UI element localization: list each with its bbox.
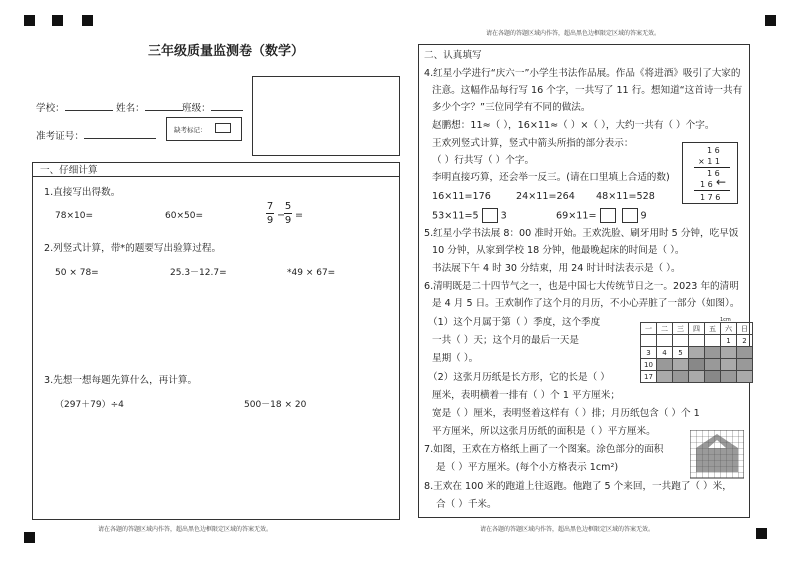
q5-line-3: 书法展下午 4 时 30 分结束，用 24 时计时法表示是（ ）。 [432, 263, 681, 274]
q4-line-1: 4.红星小学进行“庆六一”小学生书法作品展。作品《将进酒》吸引了大家的 [424, 68, 741, 79]
q4-example-2: 24×11=264 [516, 191, 575, 202]
q4-fill-2: 69×11= 9 [556, 208, 647, 223]
vc-line-3: 1 6 [707, 169, 720, 178]
q4-fill-box-3[interactable] [622, 208, 638, 223]
q3-label: 3.先想一想每题先算什么，再计算。 [44, 375, 198, 386]
q2-item-2: 25.3－12.7= [170, 268, 227, 278]
q6-line-3: （1）这个月属于第（ ）季度，这个季度 [428, 317, 601, 328]
q8-line-2: 合（ ）千米。 [436, 499, 497, 510]
q6-line-9: 平方厘米，所以这张月历纸的面积是（ ）平方厘米。 [432, 426, 656, 437]
name-label: 姓名： [116, 100, 183, 115]
corner-mark-bottom-right [756, 528, 767, 539]
q1-equals: = [295, 210, 304, 221]
q6-line-2: 是 4 月 5 日。王欢制作了这个月的月历，不小心弄脏了一部分（如图）。 [432, 298, 740, 309]
q1-item-2: 60×50= [165, 211, 203, 221]
q6-line-4: 一共（ ）天；这个月的最后一天是 [432, 335, 579, 346]
section2-heading: 二、认真填写 [424, 50, 482, 61]
q1-label: 1.直接写出得数。 [44, 187, 121, 198]
q6-line-5: 星期（ ）。 [432, 353, 479, 364]
corner-mark-top-right [765, 15, 776, 26]
corner-mark-top-left-3 [82, 15, 93, 26]
class-label: 班级： [182, 100, 243, 115]
q7-line-1: 7.如图，王欢在方格纸上画了一个图案。涂色部分的面积 [424, 444, 664, 455]
corner-mark-top-left-1 [24, 15, 35, 26]
vc-line-2: × 1 1 [698, 157, 720, 166]
q3-item-1: （297＋79）÷4 [55, 400, 124, 410]
corner-mark-bottom-left [24, 532, 35, 543]
page-title: 三年级质量监测卷（数学） [148, 44, 305, 59]
q4-wang-blanks: （ ）行共写（ ）个字。 [432, 155, 535, 166]
q4-fill-1: 53×11=5 3 [432, 208, 507, 223]
school-label: 学校： [36, 100, 113, 115]
q4-zhao: 赵鹏想：11≈（ ），16×11≈（ ）×（ ），大约一共有（ ）个字。 [432, 120, 715, 131]
arrow-left-icon: ← [716, 175, 727, 189]
q5-line-2: 10 分钟，从家到学校 18 分钟，他最晚起床的时间是（ ）。 [432, 245, 685, 256]
q4-line-3: 多少个字？”三位同学有不同的做法。 [432, 102, 591, 113]
footer-note-left: 请在各题的答题区域内作答，超出黑色边框限定区域的答案无效。 [98, 526, 273, 533]
absent-mark-label: 缺考标记： [174, 126, 207, 134]
q6-line-1: 6.清明既是二十四节气之一，也是中国七大传统节日之一。2023 年的清明 [424, 281, 739, 292]
vc-rule-2 [694, 190, 730, 191]
q4-wang: 王欢列竖式计算，竖式中箭头所指的部分表示： [432, 138, 634, 149]
grid-figure [690, 430, 744, 480]
q4-fill-box-2[interactable] [600, 208, 616, 223]
q2-item-1: 50 × 78= [55, 268, 99, 278]
q6-line-7: 厘米，表明横着一排有（ ）个 1 平方厘米； [432, 390, 620, 401]
q7-line-2: 是（ ）平方厘米。(每个小方格表示 1cm²) [436, 462, 619, 473]
q2-item-3: *49 × 67= [287, 268, 336, 278]
q6-line-8: 宽是（ ）厘米，表明竖着这样有（ ）排；月历纸包含（ ）个 1 [432, 408, 700, 419]
q4-li: 李明直接巧算，还会举一反三。(请在口里填上合适的数) [432, 172, 670, 183]
corner-mark-top-left-2 [52, 15, 63, 26]
q1-fraction-1: 7 9 [266, 201, 274, 226]
q1-fraction-2: 5 9 [284, 201, 292, 226]
footer-note-right: 请在各题的答题区域内作答，超出黑色边框限定区域的答案无效。 [480, 526, 655, 533]
top-note: 请在各题的答题区域内作答，超出黑色边框限定区域的答案无效。 [486, 30, 661, 37]
q4-fill-box-1[interactable] [482, 208, 498, 223]
q3-item-2: 500－18 × 20 [244, 400, 307, 410]
vc-line-1: 1 6 [707, 146, 720, 155]
q4-line-2: 注意。这幅作品每行写 16 个字，一共写了 11 行。想知道“这首诗一共有 [432, 85, 743, 96]
q6-line-6: （2）这张月历纸是长方形，它的长是（ ） [428, 372, 610, 383]
vc-line-5: 1 7 6 [700, 193, 721, 202]
q8-line-1: 8.王欢在 100 米的跑道上往返跑。他跑了 5 个来回，一共跑了（ ）米， [424, 481, 732, 492]
barcode-area [252, 76, 400, 156]
section1-heading: 一、仔细计算 [40, 165, 98, 176]
q1-item-1: 78×10= [55, 211, 93, 221]
q4-example-1: 16×11=176 [432, 191, 491, 202]
calendar-unit: 1cm [720, 317, 731, 323]
absent-mark-checkbox[interactable] [215, 123, 231, 133]
q1-minus: − [277, 210, 286, 221]
q2-label: 2.列竖式计算，带*的题要写出验算过程。 [44, 243, 222, 254]
vc-line-4: 1 6 [700, 180, 713, 189]
q4-example-3: 48×11=528 [596, 191, 655, 202]
calendar: 一 二 三 四 五 六 日 1 2 3 4 5 10 17 [640, 322, 753, 383]
ticket-label: 准考证号： [36, 128, 156, 143]
q5-line-1: 5.红星小学书法展 8：00 准时开始。王欢洗脸、刷牙用时 5 分钟，吃早饭 [424, 228, 739, 239]
